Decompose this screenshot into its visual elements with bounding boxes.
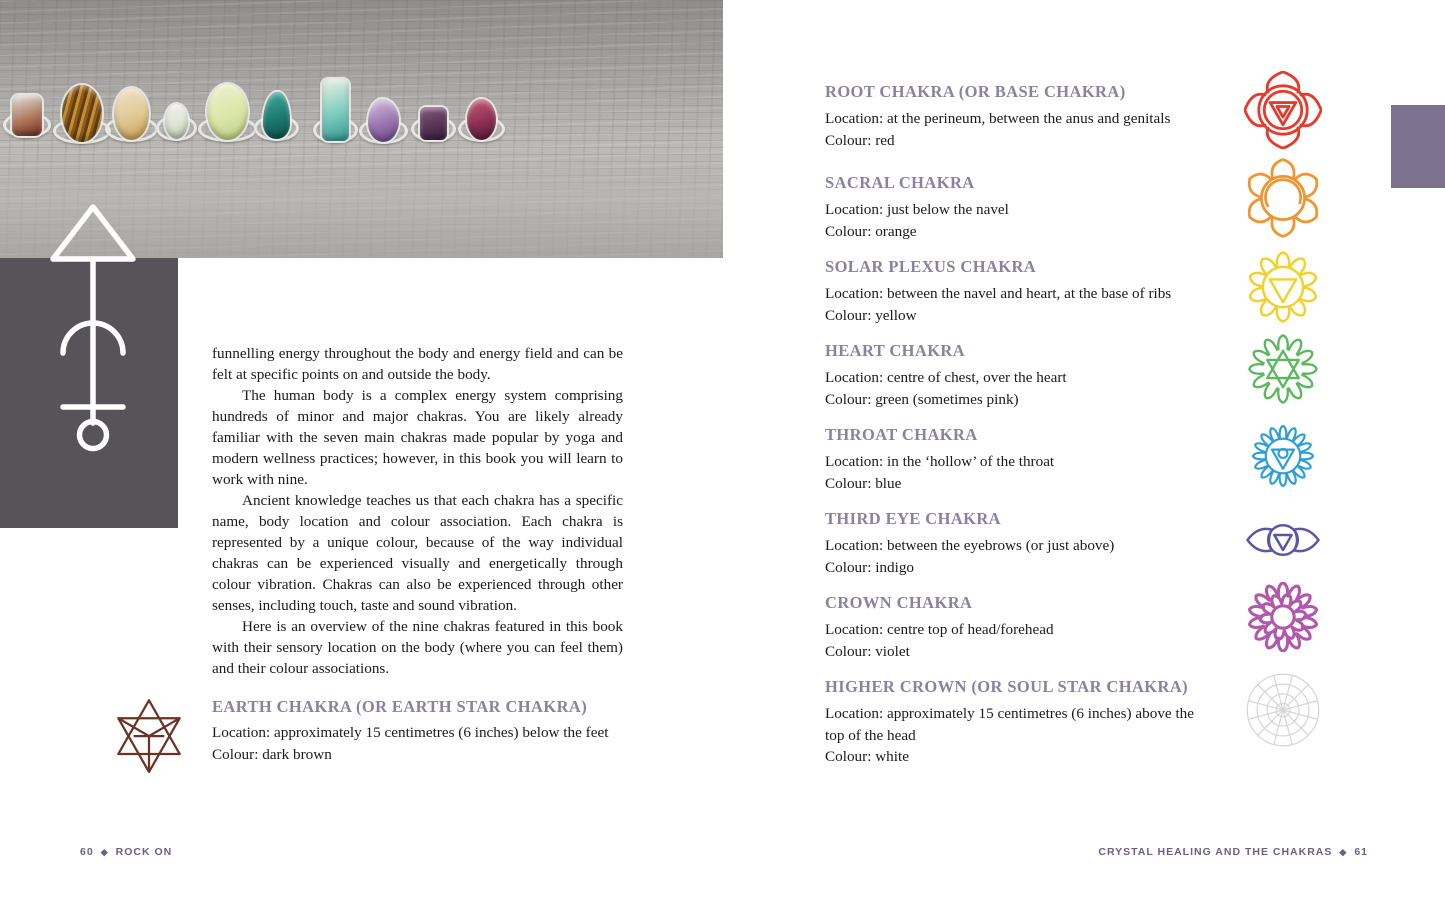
colour-line: Colour: yellow (825, 306, 917, 324)
third-eye-chakra-section (825, 509, 1209, 578)
page-number: 61 (1354, 846, 1368, 858)
section-heading: ROOT CHAKRA (OR BASE CHAKRA) (825, 82, 1126, 101)
heart-chakra-section (825, 341, 1209, 410)
photo-foreground (0, 150, 723, 258)
diamond-icon: ◆ (1339, 847, 1348, 857)
crystal-stone (322, 79, 349, 141)
crystal-stone (420, 107, 447, 140)
section-heading: CROWN CHAKRA (825, 593, 973, 612)
crystal-stone (114, 88, 149, 140)
sacral-chakra-section (825, 173, 1209, 242)
colour-line: Colour: violet (825, 642, 910, 660)
crystal-rings-photo (0, 0, 723, 258)
crystal-stone (263, 92, 290, 139)
colour-line: Colour: blue (825, 474, 902, 492)
solar-plexus-chakra-section (825, 257, 1209, 326)
paragraph: The human body is a complex energy system comprising hundreds of minor and major chakras. You are likely already familiar with the seven main chakras made popular by yoga and modern wellness practices; however, in this book you will learn to work with nine. (212, 387, 623, 488)
location-line: Location: just below the navel (825, 201, 1009, 218)
crystal-stone (165, 104, 188, 139)
section-heading: HEART CHAKRA (825, 341, 966, 360)
crown-chakra-section (825, 593, 1209, 662)
page-edge-tab (1391, 105, 1445, 188)
crystal-stone (368, 99, 399, 142)
section-heading: THROAT CHAKRA (825, 425, 978, 444)
higher-crown-chakra-icon (1245, 672, 1321, 748)
throat-chakra-section (825, 425, 1209, 494)
crystal-stone (467, 99, 496, 140)
solar-plexus-chakra-icon (1247, 251, 1319, 323)
colour-line: Colour: orange (825, 222, 917, 240)
colour-line: Colour: red (825, 131, 895, 149)
root-chakra-icon (1244, 71, 1322, 149)
section-heading: HIGHER CROWN (OR SOUL STAR CHAKRA) (825, 677, 1189, 696)
crown-chakra-icon (1248, 582, 1318, 652)
earth-chakra-section (212, 697, 632, 765)
root-chakra-section (825, 82, 1209, 151)
section-heading: SOLAR PLEXUS CHAKRA (825, 257, 1037, 276)
colour-line: Colour: dark brown (212, 745, 332, 763)
section-heading: THIRD EYE CHAKRA (825, 509, 1002, 528)
earth-star-merkaba-icon (117, 699, 181, 775)
footer-label: CRYSTAL HEALING AND THE CHAKRAS (1098, 846, 1333, 858)
location-line: Location: between the eyebrows (or just above) (825, 537, 1115, 554)
heart-chakra-icon (1248, 334, 1318, 404)
right-page-footer (1098, 846, 1368, 858)
location-line: Location: between the navel and heart, at the base of ribs (825, 285, 1172, 302)
section-heading: EARTH CHAKRA (OR EARTH STAR CHAKRA) (212, 697, 588, 716)
location-line: Location: centre of chest, over the heart (825, 369, 1067, 386)
location-line: Location: centre top of head/forehead (825, 621, 1054, 638)
section-heading: SACRAL CHAKRA (825, 173, 975, 192)
throat-chakra-icon (1251, 424, 1315, 488)
crystal-stone (12, 95, 42, 136)
colour-line: Colour: white (825, 748, 909, 765)
sigil-box (0, 258, 178, 528)
paragraph: Here is an overview of the nine chakras featured in this book with their sensory location on the body (where you can feel them) and their colour associations. (212, 618, 623, 677)
paragraph: funnelling energy throughout the body and energy field and can be felt at specific points on and outside the body. (212, 345, 623, 383)
location-line: Location: at the perineum, between the anus and genitals (825, 110, 1171, 127)
left-page-footer (80, 846, 172, 858)
colour-line: Colour: indigo (825, 558, 915, 576)
page-number: 60 (80, 846, 94, 858)
colour-line: Colour: green (sometimes pink) (825, 390, 1019, 408)
crystal-stone (207, 84, 248, 140)
sacral-chakra-icon (1243, 158, 1323, 238)
location-line: Location: approximately 15 centimetres (6 inches) below the feet (212, 724, 609, 741)
location-line: Location: in the ‘hollow’ of the throat (825, 453, 1055, 470)
higher-crown-chakra-section (825, 677, 1209, 768)
third-eye-chakra-icon (1246, 519, 1320, 561)
diamond-icon: ◆ (100, 847, 109, 857)
location-line: Location: approximately 15 centimetres (6 inches) above the top of the head (825, 705, 1195, 744)
body-text (212, 343, 623, 679)
paragraph: Ancient knowledge teaches us that each chakra has a specific name, body location and colour association. Each chakra is represented by a unique colour, because of the way individual chakras can be experienced visually and energetically through colour vibration. Chakras can also be experienced through other senses, including touch, taste and sound vibration. (212, 492, 623, 614)
crystal-stone (62, 85, 102, 142)
footer-label: ROCK ON (115, 846, 173, 858)
